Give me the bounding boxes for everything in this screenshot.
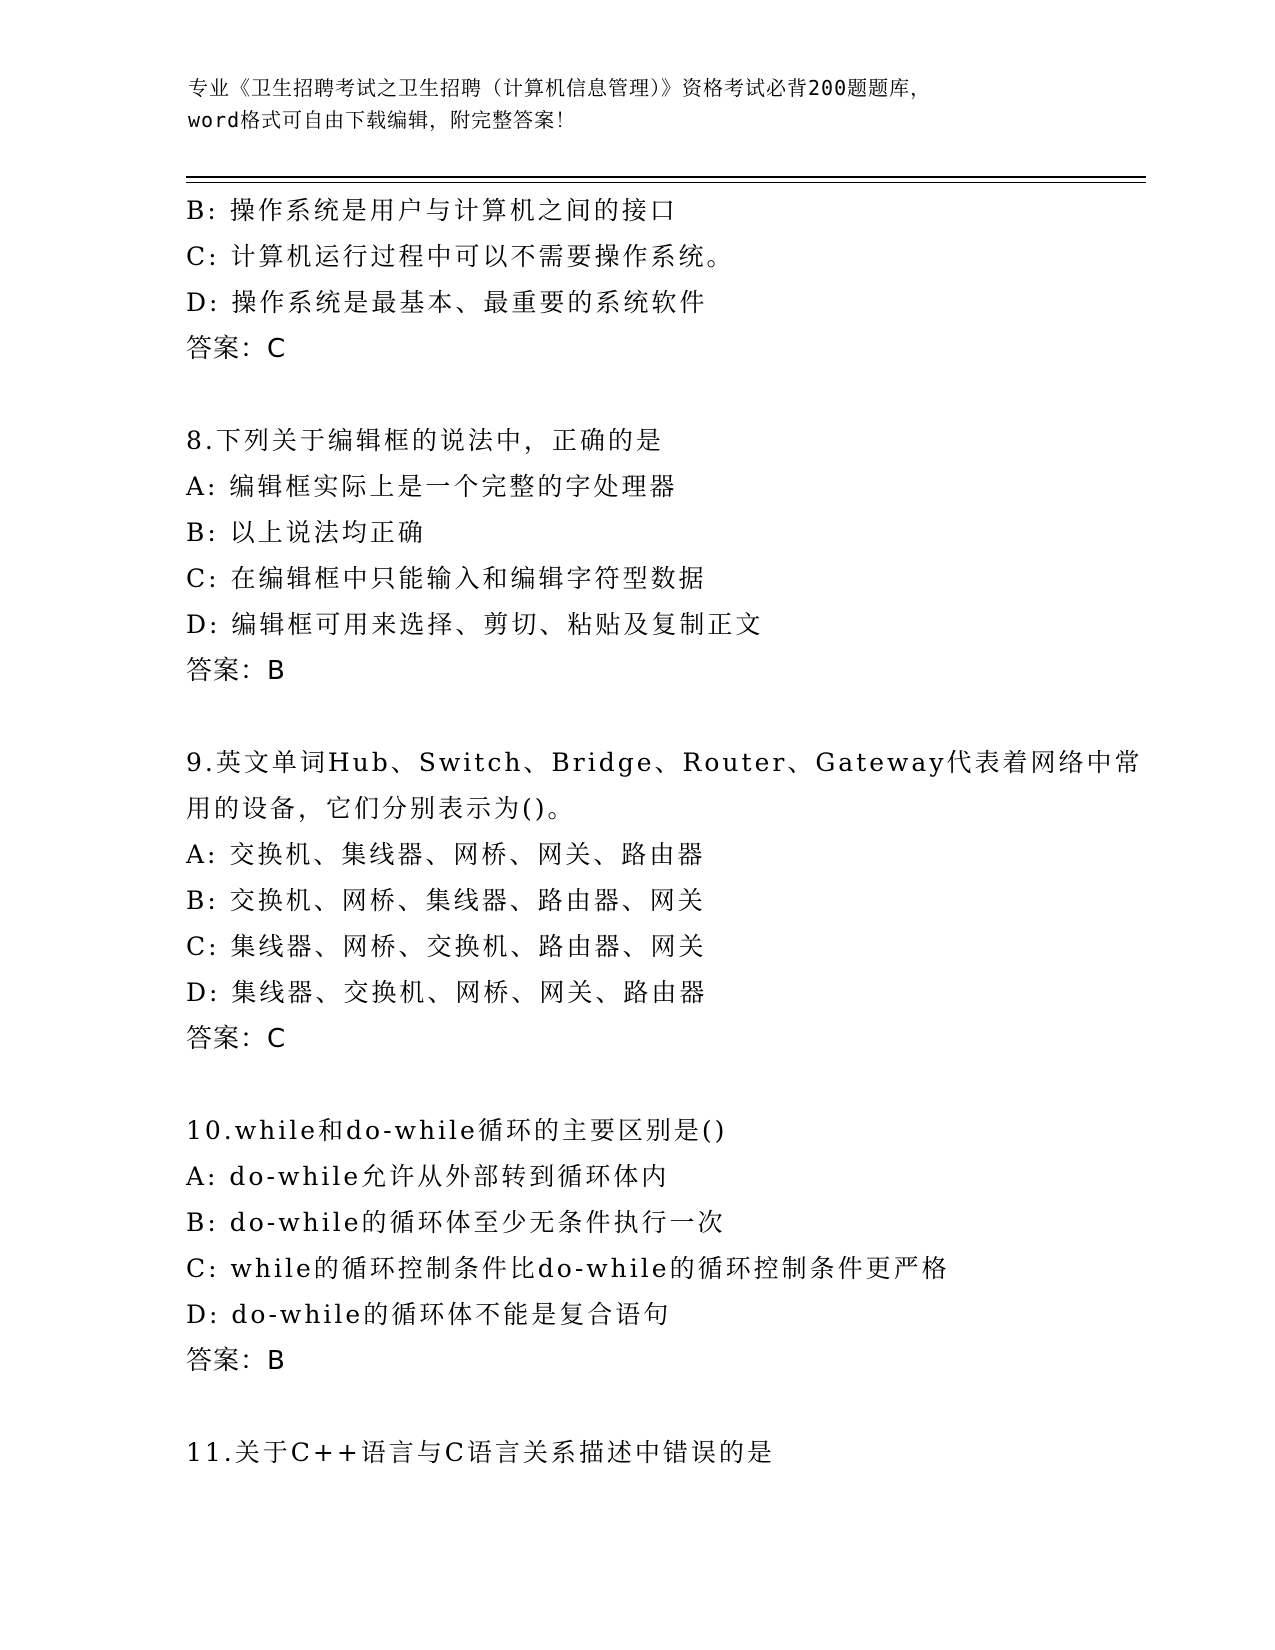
option-c: C: 集线器、网桥、交换机、路由器、网关 bbox=[186, 932, 707, 961]
answer: 答案：B bbox=[186, 656, 286, 686]
option-d: D: 编辑框可用来选择、剪切、粘贴及复制正文 bbox=[186, 610, 764, 639]
question-text: 8.下列关于编辑框的说法中，正确的是 bbox=[186, 426, 664, 455]
option-b: B: 交换机、网桥、集线器、路由器、网关 bbox=[186, 886, 706, 915]
header-line-2: word格式可自由下载编辑，附完整答案！ bbox=[188, 108, 577, 132]
question-10 bbox=[186, 1108, 1146, 1384]
question-7 bbox=[186, 188, 1146, 372]
option-b: B: do-while的循环体至少无条件执行一次 bbox=[186, 1208, 726, 1237]
header-divider-thin bbox=[186, 182, 1146, 183]
answer: 答案：C bbox=[186, 334, 287, 364]
question-9 bbox=[186, 740, 1146, 1062]
question-text-line-2: 用的设备，它们分别表示为()。 bbox=[186, 794, 576, 823]
answer: 答案：B bbox=[186, 1346, 286, 1376]
header-line-1: 专业《卫生招聘考试之卫生招聘（计算机信息管理）》资格考试必背200题题库， bbox=[188, 76, 932, 100]
question-text-line-1: 9.英文单词Hub、Switch、Bridge、Router、Gateway代表着网络中常 bbox=[186, 748, 1143, 777]
option-b: B: 以上说法均正确 bbox=[186, 518, 426, 547]
option-c: C: 在编辑框中只能输入和编辑字符型数据 bbox=[186, 564, 707, 593]
spacer bbox=[186, 372, 1146, 418]
spacer bbox=[186, 1384, 1146, 1430]
option-a: A: do-while允许从外部转到循环体内 bbox=[186, 1162, 670, 1191]
option-a: A: 交换机、集线器、网桥、网关、路由器 bbox=[186, 840, 706, 869]
answer: 答案：C bbox=[186, 1024, 287, 1054]
question-list bbox=[186, 188, 1146, 1476]
option-a: A: 编辑框实际上是一个完整的字处理器 bbox=[186, 472, 678, 501]
question-8 bbox=[186, 418, 1146, 694]
document-header bbox=[188, 72, 1088, 136]
question-text: 10.while和do-while循环的主要区别是() bbox=[186, 1116, 728, 1145]
option-c: C: while的循环控制条件比do-while的循环控制条件更严格 bbox=[186, 1254, 950, 1283]
question-11 bbox=[186, 1430, 1146, 1476]
question-text: 11.关于C++语言与C语言关系描述中错误的是 bbox=[186, 1438, 775, 1467]
option-d: D: 操作系统是最基本、最重要的系统软件 bbox=[186, 288, 708, 317]
option-d: D: do-while的循环体不能是复合语句 bbox=[186, 1300, 672, 1329]
spacer bbox=[186, 1062, 1146, 1108]
option-b: B: 操作系统是用户与计算机之间的接口 bbox=[186, 196, 678, 225]
spacer bbox=[186, 694, 1146, 740]
option-d: D: 集线器、交换机、网桥、网关、路由器 bbox=[186, 978, 708, 1007]
header-divider-thick bbox=[186, 176, 1146, 178]
option-c: C: 计算机运行过程中可以不需要操作系统。 bbox=[186, 242, 735, 271]
